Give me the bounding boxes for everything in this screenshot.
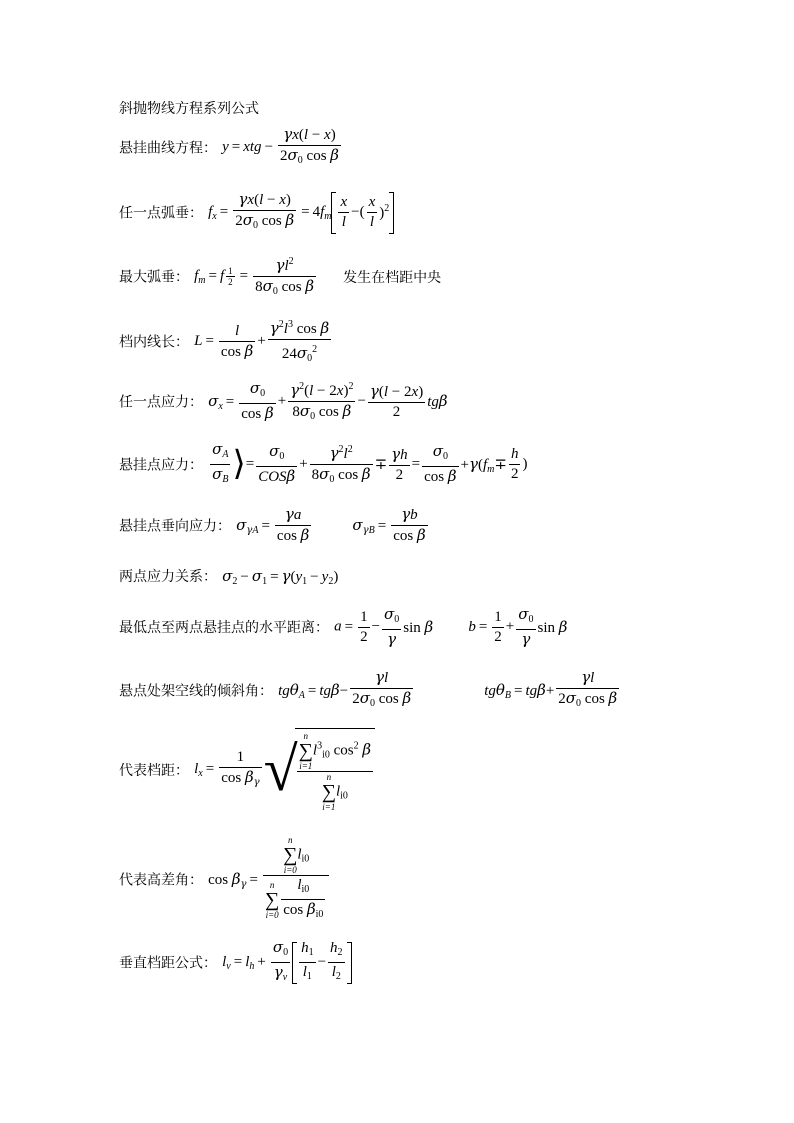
document-title: 斜抛物线方程系列公式 [119, 101, 259, 117]
label-suspstress: 悬挂点应力： [119, 457, 203, 474]
formula-suspension-stress: 悬挂点应力： $\frac{\sigma_A}{\sigma_B}$ ⟩= $\frac{\sigma_0}{\text{COSβ}}$ + $\frac{\gamma^2l^2}{8\sigma_0 \cos \beta}$ ∓ $\frac{\gamma h}{2}$ = $\frac{\sigma_0}{\text{cos β}}$ $+\gamma(f_m\mp$ $\frac{h}{2}$ ) [119, 440, 527, 489]
label-vertstress: 悬挂点垂向应力： [119, 518, 231, 535]
formula-length: 档内线长： L = $\frac{l}{\text{cos β}}$ + $\frac{\gamma^2l^3 \cos \beta}{24\sigma_0^2}$ [119, 315, 333, 368]
label-length: 档内线长： [119, 334, 189, 351]
formula-angle: 悬点处架空线的倾斜角： tgθ$_A$ = tgβ− $\frac{\gamma l}{2\sigma_0 \cos \beta}$ tgθ$_B$ = tgβ+ $\frac{\gamma l}{2\sigma_0 \cos \beta}$ [119, 668, 618, 709]
label-rep-span: 代表档距： [119, 763, 189, 779]
formula-relation: 两点应力关系： $\sigma_2 - \sigma_1 = \gamma(y_1 - y_2)$ [119, 567, 339, 587]
label-stress: 任一点应力： [119, 394, 203, 411]
formula-vertical-stress: 悬挂点垂向应力： $\sigma_{\gamma A}$ = $\frac{\gamma a}{\text{cos β}}$ $\sigma_{\gamma B}$ = $\frac{\gamma b}{\text{cos β}}$ [119, 505, 426, 544]
formula-stress: 任一点应力： $\sigma_x$ = $\frac{\sigma_0}{\text{cos β}}$ + $\frac{\gamma^2(l - 2x)^2}{8\sigma_0 \cos \beta}$ − $\frac{\gamma(l - 2x)}{2}$ tgβ [119, 379, 448, 422]
formula-maxsag: 最大弧垂： $f_m = f$ $\frac{1}{2}$ = $\frac{\gamma l^2}{8\sigma_0 \cos \beta}$ 发生在档距中央 [119, 252, 441, 301]
formula-representative-angle: 代表高差角： $\cos \beta_\gamma$ = n ∑ i=0 $l_{i0}$ n ∑ i=0 $\frac{l_{i0}}{\cos \beta_{i0}}$ [119, 835, 331, 924]
label-sag: 任一点弧垂： [119, 205, 203, 222]
label-distance: 最低点至两点悬挂点的水平距离： [119, 620, 329, 636]
label-maxsag: 最大弧垂： [119, 269, 189, 286]
label-rep-angle: 代表高差角： [119, 872, 203, 889]
label-angle: 悬点处架空线的倾斜角： [119, 683, 273, 700]
label-curve: 悬挂曲线方程： [119, 140, 217, 157]
label-relation: 两点应力关系： [119, 569, 217, 585]
formula-vertical-span: 垂直档距公式： $l_v = l_h$ + $\frac{\sigma_0}{\gamma_v}$ $\frac{h_1}{l_1}$ − $\frac{h_2}{l_2}$ [119, 938, 352, 987]
formula-sag: 任一点弧垂： $f_x$ = $\frac{\gamma x(l - x)}{2\sigma_0 \cos \beta}$ = $4f_m$ $\frac{x}{l}$ −( $\frac{x}{l}$ )$^2$ [119, 190, 394, 235]
formula-distance: 最低点至两点悬挂点的水平距离： a = $\frac{1}{2}$ − $\frac{\sigma_0}{\gamma}$ sin β b = $\frac{1}{2}$ + $\frac{\sigma_0}{\gamma}$ sin β [119, 605, 568, 648]
formula-representative-span: 代表档距： $l_x$ = $\frac{1}{\cos \beta_\gamma}$ √ n ∑ i=1 $l^3_{i0}$ $\cos^2 \beta$ n ∑ i=1 $l_{i0}$ [119, 728, 375, 812]
formula-curve: 悬挂曲线方程： y = xtg − $\frac{\gamma x(l - x)}{2\sigma_0 \cos \beta}$ [119, 125, 339, 166]
label-vert-span: 垂直档距公式： [119, 955, 217, 972]
label-maxsag-note: 发生在档距中央 [343, 269, 442, 286]
